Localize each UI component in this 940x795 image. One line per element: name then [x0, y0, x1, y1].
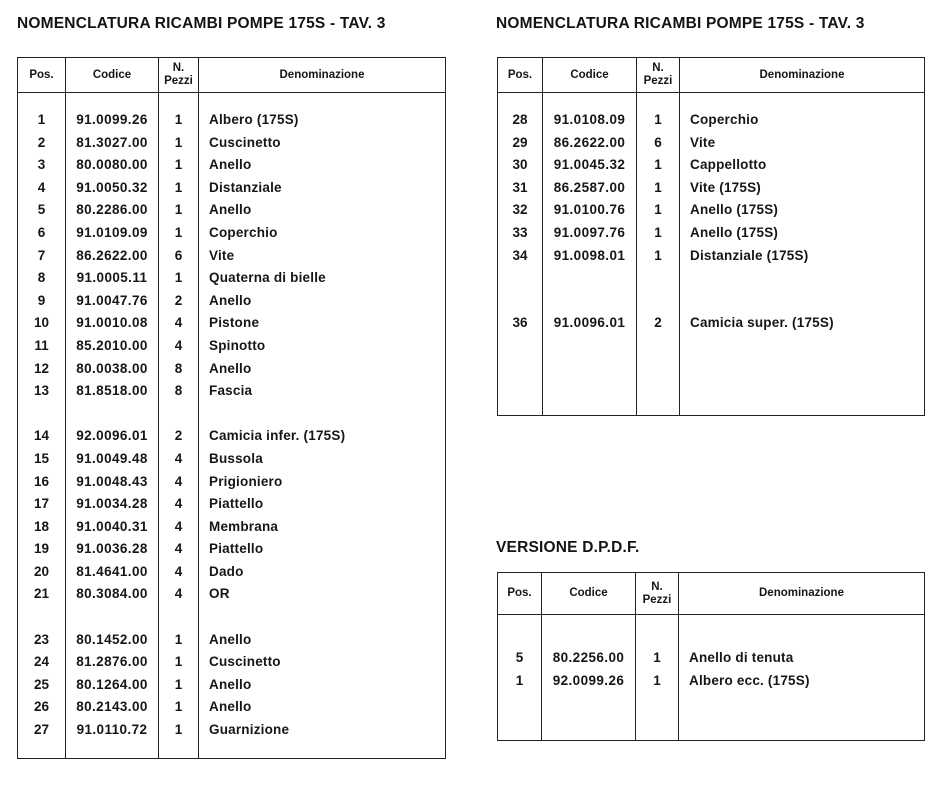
- empty-cell: [543, 383, 637, 399]
- row-code: 80.2256.00: [542, 647, 636, 670]
- empty-cell: [680, 383, 925, 399]
- row-qty: 2: [637, 312, 680, 335]
- row-qty: 1: [159, 154, 199, 177]
- row-code: 91.0109.09: [66, 222, 159, 245]
- row-qty: [159, 606, 199, 629]
- row-code: 91.0050.32: [66, 177, 159, 200]
- row-qty: 1: [159, 109, 199, 132]
- row-pos: 20: [18, 561, 66, 584]
- header-code: Codice: [543, 58, 637, 93]
- row-qty: 1: [159, 696, 199, 719]
- row-name: Vite (175S): [680, 177, 925, 200]
- row-name: Cuscinetto: [199, 132, 446, 155]
- table-row: [498, 222, 925, 245]
- table-header-row: [18, 58, 446, 93]
- row-code: 91.0048.43: [66, 471, 159, 494]
- spacer-row: [498, 383, 925, 399]
- row-code: 80.0080.00: [66, 154, 159, 177]
- header-pos: Pos.: [18, 58, 66, 93]
- row-pos: 1: [18, 109, 66, 132]
- row-name: [199, 606, 446, 629]
- row-pos: 19: [18, 538, 66, 561]
- empty-cell: [680, 93, 925, 110]
- table-row: [498, 109, 925, 132]
- empty-cell: [679, 631, 925, 647]
- row-pos: 12: [18, 358, 66, 381]
- row-name: Bussola: [199, 448, 446, 471]
- table-row: [18, 312, 446, 335]
- table-row: [18, 448, 446, 471]
- empty-cell: [542, 631, 636, 647]
- empty-cell: [637, 335, 680, 351]
- row-pos: [18, 606, 66, 629]
- row-code: 91.0010.08: [66, 312, 159, 335]
- empty-cell: [199, 93, 446, 110]
- row-name: Anello (175S): [680, 222, 925, 245]
- row-pos: 5: [18, 199, 66, 222]
- header-name: Denominazione: [679, 573, 925, 615]
- row-code: [66, 606, 159, 629]
- row-code: 81.8518.00: [66, 380, 159, 403]
- row-name: [199, 403, 446, 426]
- empty-cell: [498, 692, 542, 708]
- row-pos: 24: [18, 651, 66, 674]
- row-qty: [637, 290, 680, 313]
- empty-cell: [498, 367, 543, 383]
- spacer-row: [498, 724, 925, 741]
- row-qty: 4: [159, 312, 199, 335]
- row-pos: 23: [18, 629, 66, 652]
- row-qty: 6: [637, 132, 680, 155]
- row-pos: 11: [18, 335, 66, 358]
- row-code: 91.0098.01: [543, 245, 637, 268]
- table-row: [18, 538, 446, 561]
- row-pos: 28: [498, 109, 543, 132]
- row-code: 92.0099.26: [542, 670, 636, 693]
- row-qty: 6: [159, 245, 199, 268]
- empty-cell: [543, 399, 637, 416]
- row-qty: 2: [159, 425, 199, 448]
- empty-cell: [636, 631, 679, 647]
- left-parts-table: [17, 57, 446, 759]
- row-pos: 5: [498, 647, 542, 670]
- row-pos: 15: [18, 448, 66, 471]
- row-name: Anello: [199, 290, 446, 313]
- table-row: [498, 670, 925, 693]
- row-code: 80.3084.00: [66, 583, 159, 606]
- empty-cell: [498, 93, 543, 110]
- header-qty-line1: N.: [172, 62, 185, 74]
- spacer-row: [498, 692, 925, 708]
- row-qty: 2: [159, 290, 199, 313]
- row-pos: 9: [18, 290, 66, 313]
- header-qty-line1: N.: [651, 580, 663, 593]
- table-row: [18, 177, 446, 200]
- empty-cell: [159, 93, 199, 110]
- row-pos: 17: [18, 493, 66, 516]
- empty-cell: [542, 615, 636, 632]
- empty-cell: [498, 631, 542, 647]
- row-pos: 34: [498, 245, 543, 268]
- row-code: 86.2622.00: [66, 245, 159, 268]
- row-qty: 1: [159, 199, 199, 222]
- dpdf-table-body: [498, 615, 925, 741]
- empty-cell: [680, 399, 925, 416]
- table-row: [498, 177, 925, 200]
- row-name: Dado: [199, 561, 446, 584]
- row-code: 92.0096.01: [66, 425, 159, 448]
- row-qty: 4: [159, 561, 199, 584]
- table-row: [18, 629, 446, 652]
- table-row: [18, 471, 446, 494]
- row-name: Vite: [199, 245, 446, 268]
- row-qty: [637, 267, 680, 290]
- row-code: 91.0097.76: [543, 222, 637, 245]
- spacer-row: [498, 399, 925, 416]
- row-qty: 1: [159, 222, 199, 245]
- table-row: [18, 245, 446, 268]
- row-pos: 26: [18, 696, 66, 719]
- empty-cell: [498, 351, 543, 367]
- row-code: [66, 403, 159, 426]
- empty-cell: [543, 93, 637, 110]
- row-pos: 36: [498, 312, 543, 335]
- row-pos: 21: [18, 583, 66, 606]
- table-row: [498, 647, 925, 670]
- table-row: [18, 583, 446, 606]
- empty-cell: [543, 351, 637, 367]
- empty-cell: [680, 351, 925, 367]
- row-qty: 4: [159, 583, 199, 606]
- empty-cell: [680, 335, 925, 351]
- row-code: 91.0040.31: [66, 516, 159, 539]
- empty-cell: [18, 93, 66, 110]
- empty-cell: [542, 692, 636, 708]
- table-row: [18, 154, 446, 177]
- row-name: Anello (175S): [680, 199, 925, 222]
- empty-cell: [636, 692, 679, 708]
- header-qty-line2: Pezzi: [643, 75, 673, 87]
- table-row: [18, 109, 446, 132]
- row-name: Quaterna di bielle: [199, 267, 446, 290]
- header-code: Codice: [542, 573, 636, 615]
- header-qty: [637, 58, 680, 93]
- spacer-row: [498, 615, 925, 632]
- empty-cell: [637, 367, 680, 383]
- row-pos: 6: [18, 222, 66, 245]
- row-pos: 4: [18, 177, 66, 200]
- row-name: [680, 290, 925, 313]
- left-title: NOMENCLATURA RICAMBI POMPE 175S - TAV. 3: [17, 15, 386, 32]
- row-pos: 7: [18, 245, 66, 268]
- table-row: [498, 245, 925, 268]
- table-row: [498, 154, 925, 177]
- row-qty: 1: [636, 670, 679, 693]
- empty-cell: [679, 708, 925, 724]
- empty-cell: [18, 742, 66, 759]
- row-pos: 3: [18, 154, 66, 177]
- table-row: [18, 651, 446, 674]
- row-name: Camicia infer. (175S): [199, 425, 446, 448]
- row-pos: 18: [18, 516, 66, 539]
- empty-cell: [636, 708, 679, 724]
- empty-cell: [637, 93, 680, 110]
- row-qty: [159, 403, 199, 426]
- empty-cell: [679, 615, 925, 632]
- right-parts-table: [497, 57, 925, 416]
- row-code: 91.0099.26: [66, 109, 159, 132]
- empty-cell: [542, 708, 636, 724]
- row-code: 80.2286.00: [66, 199, 159, 222]
- row-name: Albero ecc. (175S): [679, 670, 925, 693]
- right-title: NOMENCLATURA RICAMBI POMPE 175S - TAV. 3: [496, 15, 865, 32]
- row-pos: 10: [18, 312, 66, 335]
- empty-cell: [498, 335, 543, 351]
- row-name: Anello: [199, 674, 446, 697]
- row-pos: 31: [498, 177, 543, 200]
- row-pos: 25: [18, 674, 66, 697]
- row-code: 91.0036.28: [66, 538, 159, 561]
- row-pos: 13: [18, 380, 66, 403]
- table-row: [18, 380, 446, 403]
- spacer-row: [498, 631, 925, 647]
- row-qty: 4: [159, 335, 199, 358]
- header-qty-line1: N.: [652, 62, 664, 74]
- empty-cell: [636, 724, 679, 741]
- empty-cell: [636, 615, 679, 632]
- empty-cell: [543, 335, 637, 351]
- table-row: [18, 696, 446, 719]
- row-code: 81.2876.00: [66, 651, 159, 674]
- row-pos: 33: [498, 222, 543, 245]
- header-qty-line2: Pezzi: [164, 75, 193, 87]
- row-pos: 30: [498, 154, 543, 177]
- row-pos: 2: [18, 132, 66, 155]
- row-pos: [498, 267, 543, 290]
- row-qty: 1: [159, 267, 199, 290]
- table-row: [18, 335, 446, 358]
- table-row: [498, 132, 925, 155]
- row-qty: 1: [637, 222, 680, 245]
- row-name: Distanziale (175S): [680, 245, 925, 268]
- row-code: 91.0110.72: [66, 719, 159, 742]
- row-qty: 1: [636, 647, 679, 670]
- table-row: [498, 267, 925, 290]
- row-name: Membrana: [199, 516, 446, 539]
- row-qty: 1: [159, 629, 199, 652]
- header-qty: [159, 58, 199, 93]
- empty-cell: [199, 742, 446, 759]
- row-code: 80.1264.00: [66, 674, 159, 697]
- row-code: 85.2010.00: [66, 335, 159, 358]
- row-code: 86.2587.00: [543, 177, 637, 200]
- spacer-row: [498, 351, 925, 367]
- row-name: Prigioniero: [199, 471, 446, 494]
- row-name: Anello: [199, 199, 446, 222]
- empty-cell: [543, 367, 637, 383]
- row-qty: 4: [159, 516, 199, 539]
- table-row: [18, 132, 446, 155]
- row-name: Pistone: [199, 312, 446, 335]
- table-row: [18, 267, 446, 290]
- spacer-row: [498, 93, 925, 110]
- row-qty: 1: [159, 651, 199, 674]
- dpdf-parts-table: [497, 572, 925, 741]
- row-code: 91.0045.32: [543, 154, 637, 177]
- table-row: [18, 674, 446, 697]
- row-pos: 32: [498, 199, 543, 222]
- row-name: Spinotto: [199, 335, 446, 358]
- row-pos: 16: [18, 471, 66, 494]
- row-pos: 14: [18, 425, 66, 448]
- row-name: Coperchio: [199, 222, 446, 245]
- dpdf-title: VERSIONE D.P.D.F.: [496, 539, 640, 556]
- empty-cell: [66, 742, 159, 759]
- empty-cell: [498, 615, 542, 632]
- row-qty: 4: [159, 493, 199, 516]
- table-row: [18, 516, 446, 539]
- row-code: 81.3027.00: [66, 132, 159, 155]
- spacer-row: [18, 93, 446, 110]
- header-name: Denominazione: [680, 58, 925, 93]
- table-row: [498, 199, 925, 222]
- header-code: Codice: [66, 58, 159, 93]
- table-row: [18, 719, 446, 742]
- row-code: 91.0108.09: [543, 109, 637, 132]
- row-name: Guarnizione: [199, 719, 446, 742]
- empty-cell: [159, 742, 199, 759]
- table-row: [498, 312, 925, 335]
- table-row: [18, 403, 446, 426]
- row-code: 91.0100.76: [543, 199, 637, 222]
- table-row: [18, 606, 446, 629]
- row-pos: [498, 290, 543, 313]
- row-name: Fascia: [199, 380, 446, 403]
- empty-cell: [679, 692, 925, 708]
- empty-cell: [680, 367, 925, 383]
- row-name: Anello: [199, 358, 446, 381]
- row-name: Anello: [199, 696, 446, 719]
- spacer-row: [498, 708, 925, 724]
- row-name: Albero (175S): [199, 109, 446, 132]
- table-row: [18, 290, 446, 313]
- row-qty: 1: [637, 154, 680, 177]
- header-name: Denominazione: [199, 58, 446, 93]
- table-row: [498, 290, 925, 313]
- row-pos: 27: [18, 719, 66, 742]
- row-pos: 8: [18, 267, 66, 290]
- row-pos: [18, 403, 66, 426]
- table-row: [18, 493, 446, 516]
- row-qty: 1: [637, 177, 680, 200]
- spacer-row: [498, 335, 925, 351]
- row-name: Anello: [199, 629, 446, 652]
- empty-cell: [498, 399, 543, 416]
- header-pos: Pos.: [498, 573, 542, 615]
- row-name: Coperchio: [680, 109, 925, 132]
- empty-cell: [637, 351, 680, 367]
- row-qty: 1: [159, 132, 199, 155]
- empty-cell: [498, 724, 542, 741]
- row-name: Piattello: [199, 493, 446, 516]
- row-pos: 29: [498, 132, 543, 155]
- row-name: Piattello: [199, 538, 446, 561]
- left-table-body: [18, 93, 446, 759]
- row-code: 91.0049.48: [66, 448, 159, 471]
- empty-cell: [637, 399, 680, 416]
- row-code: 80.0038.00: [66, 358, 159, 381]
- row-name: Vite: [680, 132, 925, 155]
- empty-cell: [679, 724, 925, 741]
- row-code: 91.0096.01: [543, 312, 637, 335]
- row-qty: 1: [159, 719, 199, 742]
- row-name: Anello di tenuta: [679, 647, 925, 670]
- empty-cell: [637, 383, 680, 399]
- row-qty: 8: [159, 358, 199, 381]
- row-qty: 8: [159, 380, 199, 403]
- table-row: [18, 222, 446, 245]
- row-name: Camicia super. (175S): [680, 312, 925, 335]
- row-name: OR: [199, 583, 446, 606]
- row-code: 80.1452.00: [66, 629, 159, 652]
- spacer-row: [498, 367, 925, 383]
- row-code: 91.0034.28: [66, 493, 159, 516]
- row-qty: 4: [159, 471, 199, 494]
- row-qty: 1: [159, 177, 199, 200]
- row-qty: 1: [637, 109, 680, 132]
- spacer-row: [18, 742, 446, 759]
- row-code: [543, 267, 637, 290]
- empty-cell: [498, 383, 543, 399]
- header-qty: [636, 573, 679, 615]
- row-code: 81.4641.00: [66, 561, 159, 584]
- table-row: [18, 561, 446, 584]
- row-pos: 1: [498, 670, 542, 693]
- table-row: [18, 199, 446, 222]
- table-row: [18, 425, 446, 448]
- row-name: Cuscinetto: [199, 651, 446, 674]
- row-qty: 4: [159, 448, 199, 471]
- row-code: 91.0047.76: [66, 290, 159, 313]
- row-code: 91.0005.11: [66, 267, 159, 290]
- row-code: [543, 290, 637, 313]
- right-table-body: [498, 93, 925, 416]
- empty-cell: [66, 93, 159, 110]
- empty-cell: [498, 708, 542, 724]
- row-code: 86.2622.00: [543, 132, 637, 155]
- row-name: [680, 267, 925, 290]
- empty-cell: [542, 724, 636, 741]
- row-qty: 1: [637, 245, 680, 268]
- table-header-row: [498, 58, 925, 93]
- table-row: [18, 358, 446, 381]
- row-qty: 1: [159, 674, 199, 697]
- header-qty-line2: Pezzi: [642, 593, 672, 606]
- row-qty: 1: [637, 199, 680, 222]
- row-name: Cappellotto: [680, 154, 925, 177]
- row-name: Anello: [199, 154, 446, 177]
- row-qty: 4: [159, 538, 199, 561]
- header-pos: Pos.: [498, 58, 543, 93]
- table-header-row: [498, 573, 925, 615]
- row-code: 80.2143.00: [66, 696, 159, 719]
- row-name: Distanziale: [199, 177, 446, 200]
